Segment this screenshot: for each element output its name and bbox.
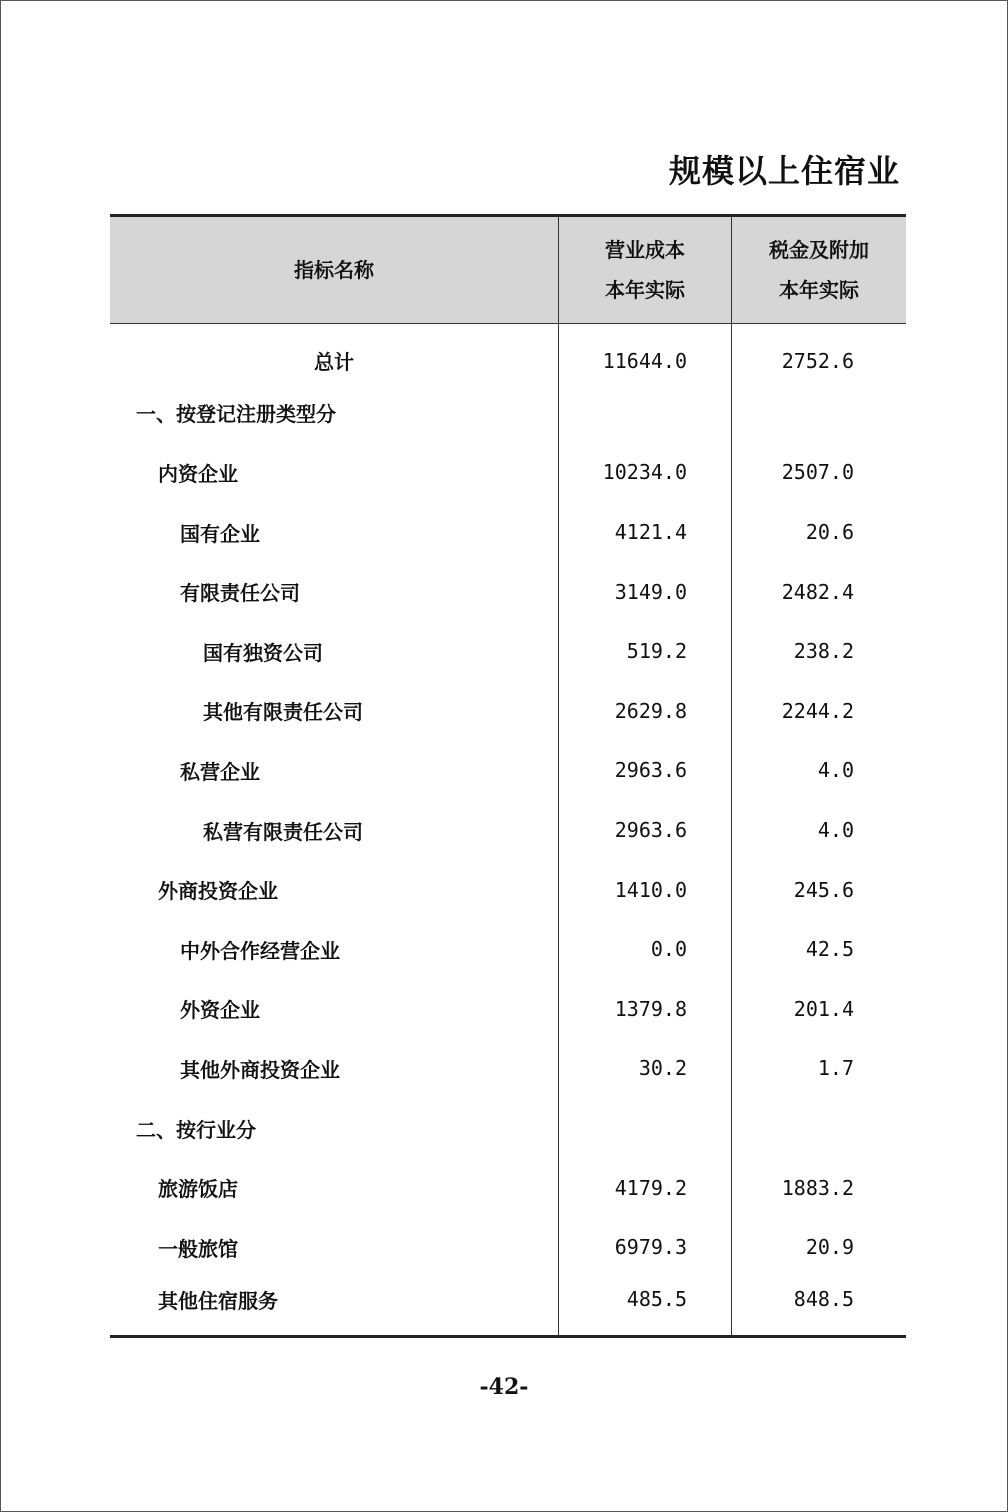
row-tax: 1.7 [732,1039,907,1099]
row-tax: 848.5 [732,1277,907,1337]
statistics-table-container [110,214,898,1338]
row-cost: 11644.0 [559,324,732,384]
table-row [110,562,906,622]
row-cost [559,383,732,443]
row-name: 其他住宿服务 [110,1277,559,1337]
row-name: 私营有限责任公司 [203,819,363,844]
table-row [110,383,906,443]
row-cost: 4179.2 [559,1158,732,1218]
row-name: 中外合作经营企业 [180,938,340,963]
row-cost: 30.2 [559,1039,732,1099]
table-row [110,1158,906,1218]
table-row [110,502,906,562]
row-tax: 2482.4 [732,562,907,622]
table-row [110,681,906,741]
table-row [110,741,906,801]
row-cost: 10234.0 [559,443,732,503]
table-row [110,800,906,860]
row-tax: 1883.2 [732,1158,907,1218]
header-indicator-label: 指标名称 [294,258,374,282]
table-row [110,979,906,1039]
header-taxes-surcharges [732,216,907,324]
row-tax: 245.6 [732,860,907,920]
row-name: 内资企业 [158,461,238,486]
row-tax: 2507.0 [732,443,907,503]
table-row [110,1098,906,1158]
row-name: 有限责任公司 [180,581,300,606]
row-name: 总计 [314,350,354,375]
row-tax: 20.6 [732,502,907,562]
row-name: 其他外商投资企业 [180,1057,340,1082]
row-name: 其他有限责任公司 [203,700,363,725]
row-cost: 4121.4 [559,502,732,562]
row-tax: 2752.6 [732,324,907,384]
row-cost: 6979.3 [559,1217,732,1277]
row-tax: 4.0 [732,741,907,801]
row-cost: 519.2 [559,621,732,681]
row-tax: 20.9 [732,1217,907,1277]
table-row [110,443,906,503]
row-name: 外商投资企业 [158,879,278,904]
row-name: 一、按登记注册类型分 [136,402,336,427]
row-tax: 42.5 [732,919,907,979]
header-operating-cost-line1: 营业成本 [605,238,685,262]
row-tax: 201.4 [732,979,907,1039]
table-row [110,1277,906,1337]
header-taxes-line2: 本年实际 [779,278,859,302]
page-number: -42- [479,1374,529,1400]
row-tax: 4.0 [732,800,907,860]
row-name: 一般旅馆 [158,1236,238,1261]
header-indicator-name [110,216,559,324]
row-cost: 3149.0 [559,562,732,622]
table-body [110,324,906,1337]
row-tax [732,1098,907,1158]
statistics-table [110,214,906,1338]
row-tax [732,383,907,443]
row-name: 二、按行业分 [136,1117,256,1142]
row-cost: 2963.6 [559,800,732,860]
table-header [110,216,906,324]
row-name: 国有独资公司 [203,640,323,665]
header-operating-cost-line2: 本年实际 [605,278,685,302]
table-row [110,1039,906,1099]
table-row [110,860,906,920]
table-row [110,1217,906,1277]
row-cost: 1379.8 [559,979,732,1039]
row-tax: 238.2 [732,621,907,681]
row-name: 国有企业 [180,521,260,546]
header-operating-cost [559,216,732,324]
header-taxes-line1: 税金及附加 [769,238,869,262]
page-title: 规模以上住宿业 [668,152,900,190]
table-row [110,621,906,681]
row-cost [559,1098,732,1158]
row-cost: 1410.0 [559,860,732,920]
row-name: 外资企业 [180,998,260,1023]
row-cost: 2963.6 [559,741,732,801]
row-cost: 0.0 [559,919,732,979]
table-row [110,324,906,384]
row-cost: 2629.8 [559,681,732,741]
row-cost: 485.5 [559,1277,732,1337]
table-row [110,919,906,979]
row-tax: 2244.2 [732,681,907,741]
row-name: 私营企业 [180,759,260,784]
header-row [110,216,906,324]
row-name: 旅游饭店 [158,1177,238,1202]
